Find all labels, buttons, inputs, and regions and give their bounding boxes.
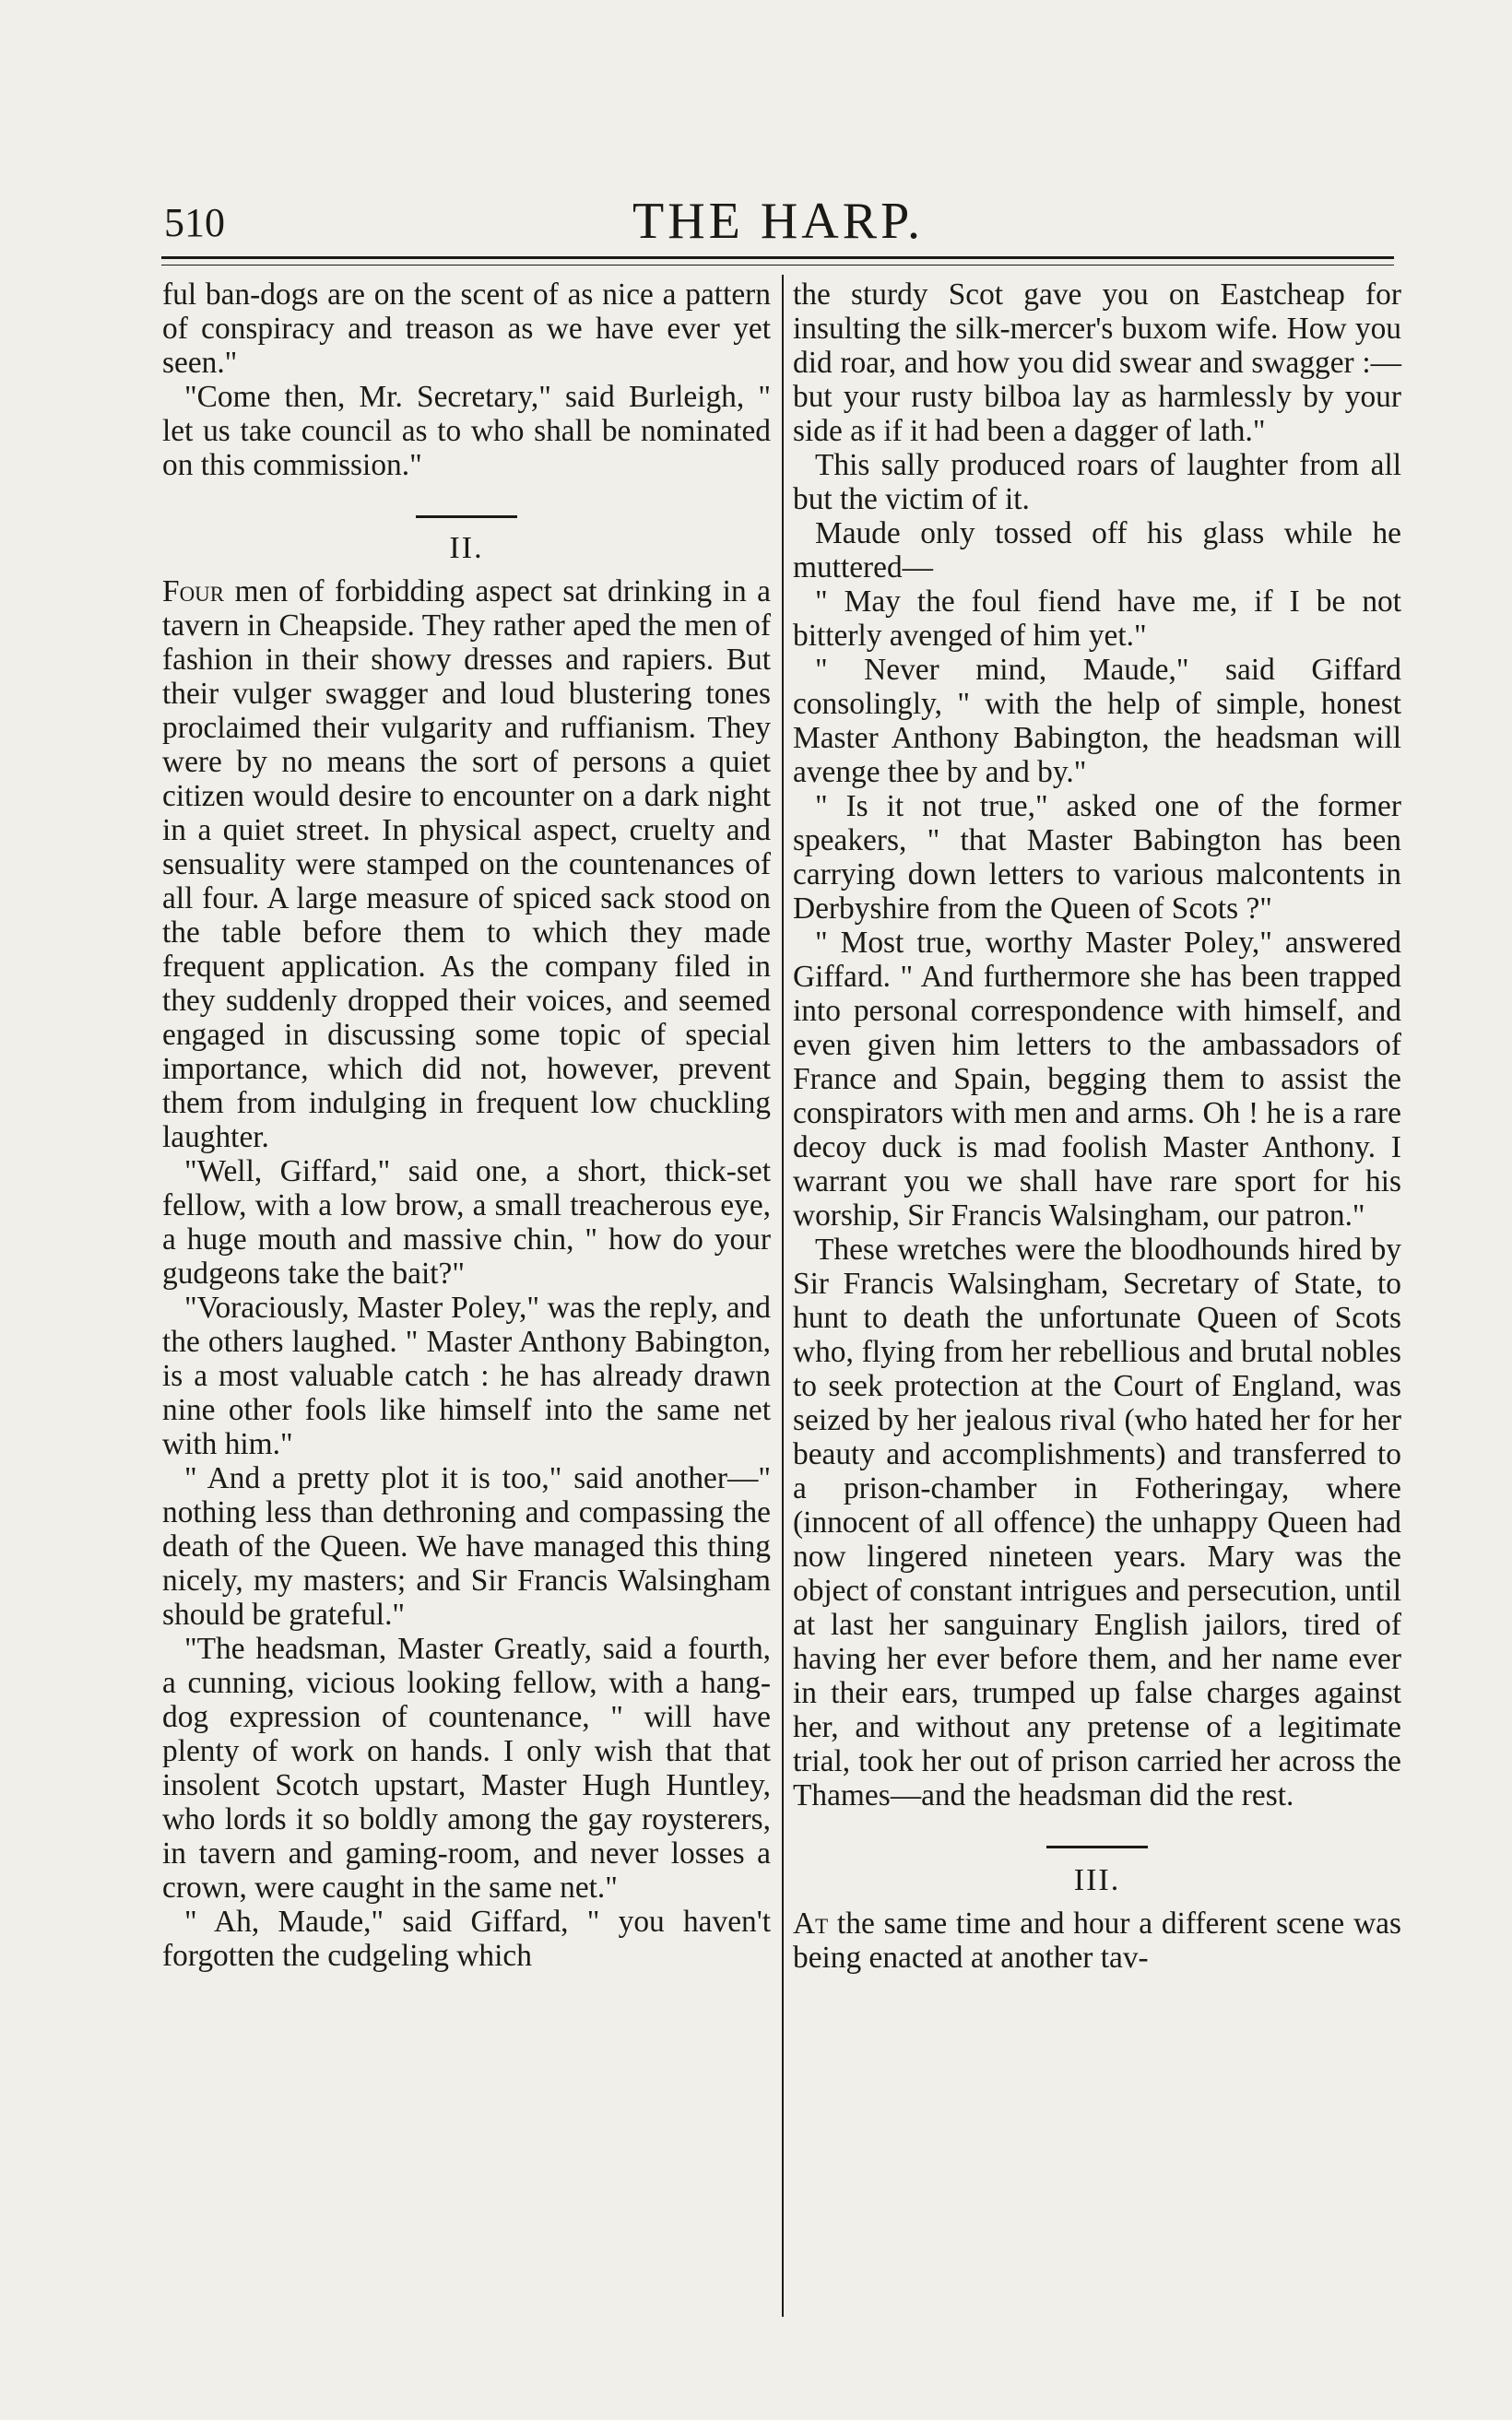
paragraph: "The headsman, Master Greatly, said a fourth, a cunning, vicious looking fellow, with a hang-dog expression of countenance, " will have plenty of work on hands. I only wish that that insolent Scotch upstart, Master Hugh Huntley, who lords it so boldly among the gay roysterers, in tavern and gaming-room, and never losses a crown, were caught in the same net."	[162, 1632, 771, 1905]
paragraph: " And a pretty plot it is too," said another—" nothing less than dethroning and compassing the death of the Queen. We have managed this thing nicely, my masters; and Sir Francis Walsingham should be grateful."	[162, 1461, 771, 1632]
section-rule	[416, 515, 517, 518]
paragraph-text: the same time and hour a different scene was being enacted at another tav-	[793, 1906, 1401, 1975]
running-head	[164, 192, 1392, 256]
paragraph: " Ah, Maude," said Giffard, " you haven't forgotten the cudgeling which	[162, 1905, 771, 1973]
paragraph: "Well, Giffard," said one, a short, thick-set fellow, with a low brow, a small treacherous eye, a huge mouth and massive chin, " how do your gudgeons take the bait?"	[162, 1154, 771, 1291]
header-rule-thin	[161, 265, 1394, 266]
left-column	[162, 277, 771, 1973]
section-rule	[1046, 1846, 1148, 1848]
page-number: 510	[164, 200, 225, 245]
right-column	[793, 277, 1401, 1975]
paragraph: " Never mind, Maude," said Giffard consolingly, " with the help of simple, honest Master Anthony Babington, the headsman will avenge thee by and by."	[793, 653, 1401, 789]
paragraph: "Come then, Mr. Secretary," said Burleigh, " let us take council as to who shall be nominated on this commission."	[162, 380, 771, 482]
paragraph: This sally produced roars of laughter from all but the victim of it.	[793, 448, 1401, 516]
paragraph	[162, 574, 771, 1154]
paragraph-text: men of forbidding aspect sat drinking in a tavern in Cheapside. They rather aped the men of fashion in their showy dresses and rapiers. But their vulger swagger and loud blustering tones proclaimed their vulgarity and ruffianism. They were by no means the sort of persons a quiet citizen would desire to encounter on a dark night in a quiet street. In physical aspect, cruelty and sensuality were stamped on the countenances of all four. A large measure of spiced sack stood on the table before them to which they made frequent application. As the company filed in they suddenly dropped their voices, and seemed engaged in discussing some topic of special importance, which did not, however, prevent them from indulging in frequent low chuckling laughter.	[162, 574, 771, 1154]
journal-title: THE HARP.	[632, 193, 925, 250]
paragraph: " Is it not true," asked one of the former speakers, " that Master Babington has been carrying down letters to various malcontents in Derbyshire from the Queen of Scots ?"	[793, 789, 1401, 926]
drop-lead-word: At	[793, 1906, 829, 1941]
paragraph	[793, 1906, 1401, 1975]
drop-lead-word: Four	[162, 574, 225, 608]
column-divider	[782, 275, 784, 2317]
paragraph: " Most true, worthy Master Poley," answered Giffard. " And furthermore she has been trapped into personal correspondence with himself, and even given him letters to the ambassadors of France and Spain, begging them to assist the conspirators with men and arms. Oh ! he is a rare decoy duck is mad foolish Master Anthony. I warrant you we shall have rare sport for his worship, Sir Francis Walsingham, our patron."	[793, 926, 1401, 1233]
paragraph: "Voraciously, Master Poley," was the reply, and the others laughed. " Master Anthony Babington, is a most valuable catch : he has already drawn nine other fools like himself into the same net with him."	[162, 1291, 771, 1461]
section-heading-ii: II.	[449, 531, 484, 565]
section-heading-iii: III.	[1073, 1863, 1121, 1897]
paragraph: These wretches were the bloodhounds hired by Sir Francis Walsingham, Secretary of State, to hunt to death the unfortunate Queen of Scots who, flying from her rebellious and brutal nobles to seek protection at the Court of England, was seized by her jealous rival (who hated her for her beauty and accomplishments) and transferred to a prison-chamber in Fotheringay, where (innocent of all offence) the unhappy Queen had now lingered nineteen years. Mary was the object of constant intrigues and persecution, until at last her sanguinary English jailors, tired of having her ever before them, and her name ever in their ears, trumped up false charges against her, and without any pretense of a legitimate trial, took her out of prison carried her across the Thames—and the headsman did the rest.	[793, 1233, 1401, 1812]
paragraph: " May the foul fiend have me, if I be not bitterly avenged of him yet."	[793, 584, 1401, 653]
paragraph: Maude only tossed off his glass while he muttered—	[793, 516, 1401, 584]
paragraph: the sturdy Scot gave you on Eastcheap for insulting the silk-mercer's buxom wife. How you did roar, and how you did swear and swagger :—but your rusty bilboa lay as harmlessly by your side as if it had been a dagger of lath."	[793, 277, 1401, 448]
paragraph: ful ban-dogs are on the scent of as nice a pattern of conspiracy and treason as we have ever yet seen."	[162, 277, 771, 380]
header-rule-thick	[161, 256, 1394, 259]
